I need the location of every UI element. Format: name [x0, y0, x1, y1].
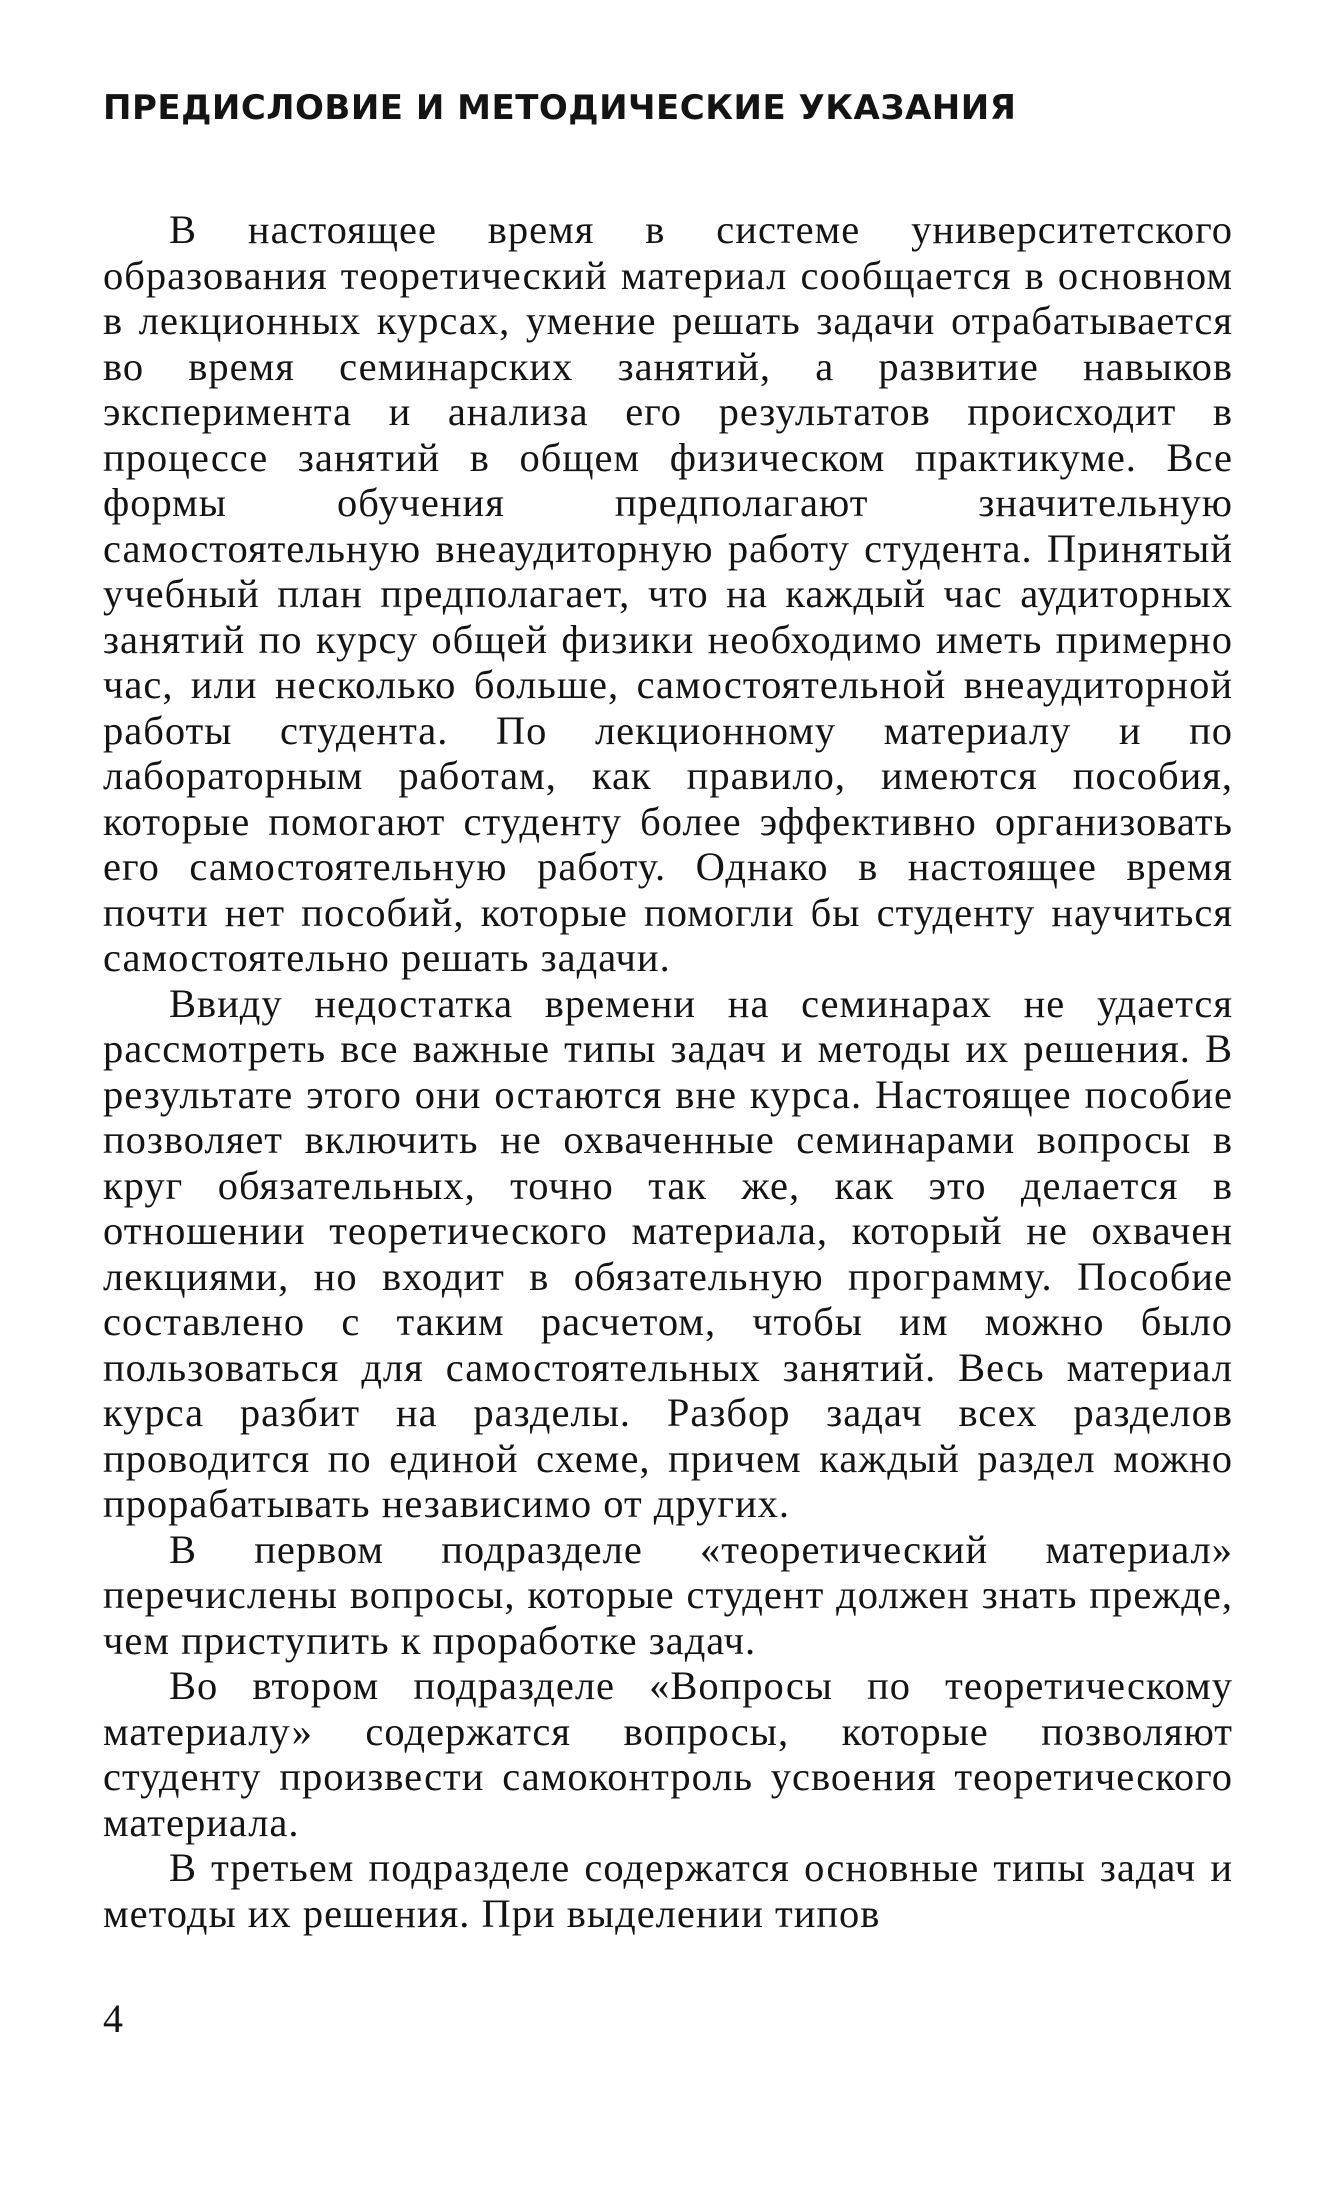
paragraph-2: Ввиду недостатка времени на семинарах не удается рассмотреть все важные типы задач и методы их решения. В результате этого они остаются вне курса. Настоящее пособие позволяет включить не охваченные семинарами вопросы в круг обязательных, точно так же, как это делается в отношении теоретического материала, который не охвачен лекциями, но входит в обязательную программу. Пособие составлено с таким расчетом, чтобы им можно было пользоваться для самостоятельных занятий. Весь материал курса разбит на разделы. Разбор задач всех разделов проводится по единой схеме, причем каждый раздел можно прорабатывать независимо от других. [103, 980, 1233, 1526]
paragraph-5: В третьем подразделе содержатся основные типы задач и методы их решения. При выделении типов [103, 1845, 1233, 1936]
section-heading: ПРЕДИСЛОВИЕ И МЕТОДИЧЕСКИЕ УКАЗАНИЯ [103, 88, 1017, 128]
body-text [103, 207, 1233, 1936]
paragraph-3: В первом подразделе «теоретический материал» перечислены вопросы, которые студент должен знать прежде, чем приступить к проработке задач. [103, 1526, 1233, 1663]
paragraph-1: В настоящее время в системе университетского образования теоретический материал сообщается в основном в лекционных курсах, умение решать задачи отрабатывается во время семинарских занятий, а развитие навыков эксперимента и анализа его результатов происходит в процессе занятий в общем физическом практикуме. Все формы обучения предполагают значительную самостоятельную внеаудиторную работу студента. Принятый учебный план предполагает, что на каждый час аудиторных занятий по курсу общей физики необходимо иметь примерно час, или несколько больше, самостоятельной внеаудиторной работы студента. По лекционному материалу и по лабораторным работам, как правило, имеются пособия, которые помогают студенту более эффективно организовать его самостоятельную работу. Однако в настоящее время почти нет пособий, которые помогли бы студенту научиться самостоятельно решать задачи. [103, 207, 1233, 980]
paragraph-4: Во втором подразделе «Вопросы по теоретическому материалу» содержатся вопросы, которые позволяют студенту произвести самоконтроль усвоения теоретического материала. [103, 1663, 1233, 1845]
page-number: 4 [103, 1996, 123, 2041]
